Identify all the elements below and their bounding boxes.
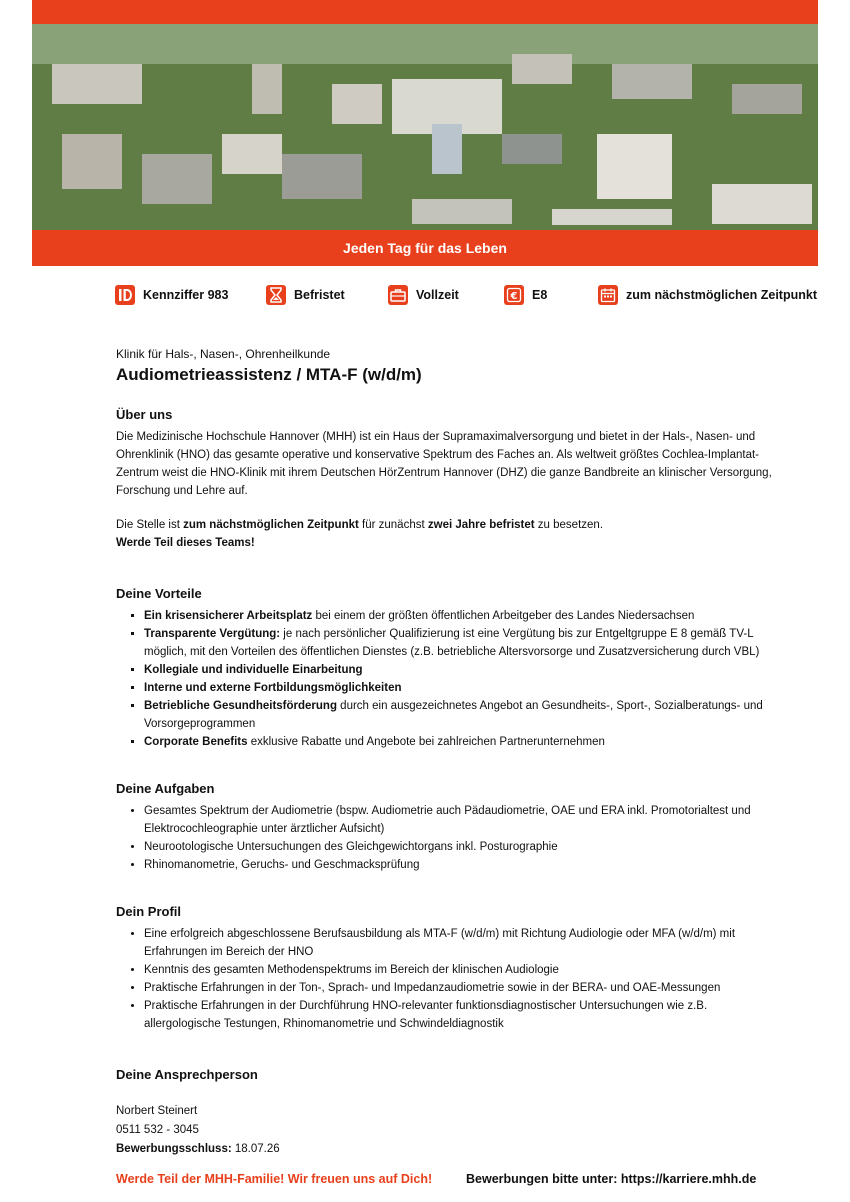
campus-aerial-photo xyxy=(32,24,818,230)
fact-label: Befristet xyxy=(294,288,345,302)
list-item: • Praktische Erfahrungen in der Durchführung HNO-relevanter funktionsdiagnostischer Untersuchungen wie z.B. allergologische Testungen, Rhinomanometrie und Schwindeldiagnostik xyxy=(144,997,776,1033)
euro-icon xyxy=(504,285,524,305)
job-title: Audiometrieassistenz / MTA-F (w/d/m) xyxy=(116,365,422,384)
fact-reference-number xyxy=(115,284,228,306)
list-item: ▪ Interne und externe Fortbildungsmöglichkeiten xyxy=(144,679,776,697)
calendar-icon xyxy=(598,285,618,305)
contact-heading: Deine Ansprechperson xyxy=(116,1067,258,1082)
footer-tagline: Werde Teil der MHH-Familie! Wir freuen uns auf Dich! xyxy=(116,1172,433,1186)
fact-label: E8 xyxy=(532,288,548,302)
list-item: • Kenntnis des gesamten Methodenspektrums im Bereich der klinischen Audiologie xyxy=(144,961,776,979)
fact-contract-type xyxy=(266,284,345,306)
job-posting-content xyxy=(116,347,776,1159)
contact-phone: 0511 532 - 3045 xyxy=(116,1124,199,1136)
fact-label: Vollzeit xyxy=(416,288,459,302)
job-facts-bar xyxy=(0,284,850,308)
benefits-heading: Deine Vorteile xyxy=(116,586,202,601)
list-item: ▪ Corporate Benefits exklusive Rabatte und Angebote bei zahlreichen Partnerunternehmen xyxy=(144,733,776,751)
profile-list xyxy=(116,925,776,1033)
hourglass-icon xyxy=(266,285,286,305)
briefcase-icon xyxy=(388,285,408,305)
id-icon xyxy=(115,285,135,305)
header-slogan: Jeden Tag für das Leben xyxy=(343,240,507,256)
list-item: ▪ Transparente Vergütung: je nach persönlicher Qualifizierung ist eine Vergütung bis zur Entgeltgruppe E 8 gemäß TV-L möglich, mit den Vorteilen des öffentlichen Dienstes (z.B. betriebliche Altersvorsorge und Zusatzversicherung durch VBL) xyxy=(144,625,776,661)
list-item: ▪ Kollegiale und individuelle Einarbeitung xyxy=(144,661,776,679)
fact-label: Kennziffer 983 xyxy=(143,288,229,302)
list-item: • Eine erfolgreich abgeschlossene Berufsausbildung als MTA-F (w/d/m) mit Richtung Audiologie oder MFA (w/d/m) mit Erfahrungen im Bereich der HNO xyxy=(144,925,776,961)
fact-pay-grade xyxy=(504,284,547,306)
profile-heading: Dein Profil xyxy=(116,904,182,919)
list-item: • Rhinomanometrie, Geruchs- und Geschmacksprüfung xyxy=(144,856,776,874)
list-item: ▪ Betriebliche Gesundheitsförderung durch ein ausgezeichnetes Angebot an Gesundheits-, Sport-, Sozialberatungs- und Vorsorgeprogrammen xyxy=(144,697,776,733)
fact-working-time xyxy=(388,284,459,306)
list-item: • Praktische Erfahrungen in der Ton-, Sprach- und Impedanzaudiometrie sowie in der BERA- und OAE-Messungen xyxy=(144,979,776,997)
footer-apply-link[interactable]: Bewerbungen bitte unter: https://karriere.mhh.de xyxy=(466,1172,757,1186)
list-item: • Gesamtes Spektrum der Audiometrie (bspw. Audiometrie auch Pädaudiometrie, OAE und ERA inkl. Promotorialtest und Elektrocochleographie unter ärztlicher Aufsicht) xyxy=(144,802,776,838)
team-call: Werde Teil dieses Teams! xyxy=(116,537,255,549)
position-info: Die Stelle ist zum nächstmöglichen Zeitpunkt für zunächst zwei Jahre befristet zu besetzen. xyxy=(116,519,604,531)
benefits-list xyxy=(116,607,776,751)
tasks-list xyxy=(116,802,776,874)
list-item: • Neurootologische Untersuchungen des Gleichgewichtorgans inkl. Posturographie xyxy=(144,838,776,856)
about-text: Die Medizinische Hochschule Hannover (MHH) ist ein Haus der Supramaximalversorgung und bietet in der Hals-, Nasen- und Ohrenklinik (HNO) das gesamte operative und konservative Spektrum des Faches an. Als weltweit größtes Cochlea-Implantat-Zentrum weist die HNO-Klinik mit ihrem Deutschen HörZentrum Hannover (DHZ) die ganze Bandbreite an klinischer Versorgung, Forschung und Lehre auf. xyxy=(116,431,772,497)
contact-name: Norbert Steinert xyxy=(116,1105,198,1117)
list-item: ▪ Ein krisensicherer Arbeitsplatz bei einem der größten öffentlichen Arbeitgeber des Landes Niedersachsen xyxy=(144,607,776,625)
department-name: Klinik für Hals-, Nasen-, Ohrenheilkunde xyxy=(116,347,331,361)
application-deadline: Bewerbungsschluss: 18.07.26 xyxy=(116,1143,280,1155)
tasks-heading: Deine Aufgaben xyxy=(116,781,215,796)
fact-start-date xyxy=(598,284,817,306)
svg-text:€: € xyxy=(510,291,518,302)
about-heading: Über uns xyxy=(116,407,173,422)
fact-label: zum nächstmöglichen Zeitpunkt xyxy=(626,288,817,302)
